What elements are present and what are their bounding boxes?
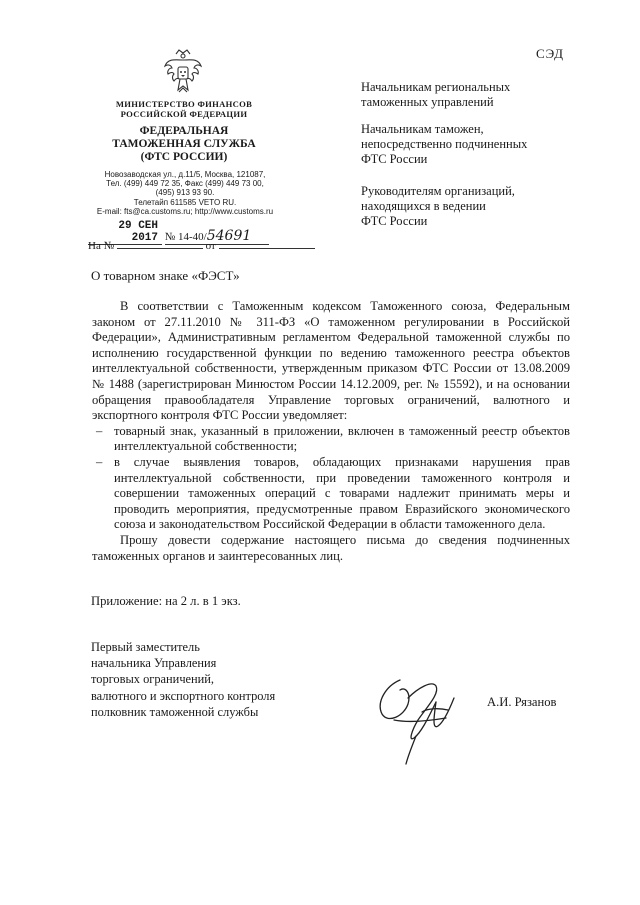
addressee-line: ФТС России — [361, 152, 428, 166]
address-line3: (495) 913 93 90. — [155, 188, 215, 198]
body-paragraph-2: Прошу довести содержание настоящего письма до сведения подчиненных таможенных органов и заинтересованных лиц. — [92, 532, 570, 563]
ministry-line1: МИНИСТЕРСТВО ФИНАНСОВ — [115, 99, 253, 109]
letter-body — [92, 299, 570, 564]
reply-label: На № — [88, 240, 115, 252]
bullet-text: в случае выявления товаров, обладающих признаками нарушения прав интеллектуальной собственности, при проведении таможенного контроля и совершении таможенных операций с товарами надлежит принимать меры и проводить мероприятия, предусмотренные правом Евразийского экономического союза и законодательством Российской Федерации в области таможенного дела. — [114, 454, 570, 532]
addressee-regional — [361, 80, 510, 110]
document-code: СЭД — [536, 46, 565, 61]
bullet-text: товарный знак, указанный в приложении, включен в таможенный реестр объектов интеллектуальной собственности; — [114, 423, 570, 454]
service-name — [96, 125, 272, 164]
service-line2: ТАМОЖЕННАЯ СЛУЖБА — [112, 138, 256, 150]
address-line2: Тел. (499) 449 72 35, Факс (499) 449 73 00, — [106, 179, 264, 189]
registration-number-prefix: № 14-40/ — [164, 231, 207, 243]
addressee-line: ФТС России — [361, 214, 428, 228]
address-line5: E-mail: fts@ca.customs.ru; http://www.customs.ru — [96, 206, 274, 216]
signatory-line: валютного и экспортного контроля — [91, 688, 276, 703]
addressee-line: Начальникам региональных — [361, 80, 511, 94]
registration-date: 29 СЕН 2017 — [88, 220, 162, 245]
ministry-name — [96, 99, 272, 119]
service-line3: (ФТС РОССИИ) — [140, 151, 228, 163]
sender-address — [90, 170, 280, 216]
signatory-line: начальника Управления — [91, 656, 217, 671]
reply-from-label: от — [205, 240, 216, 252]
signatory-line: Первый заместитель — [91, 640, 200, 654]
addressee-line: таможенных управлений — [361, 95, 494, 109]
signatory-name: А.И. Рязанов — [487, 695, 557, 709]
reply-reference-line — [88, 240, 315, 252]
attachment-note: Приложение: на 2 л. в 1 экз. — [91, 594, 241, 608]
registration-number-handwritten: 54691 — [206, 228, 252, 244]
service-line1: ФЕДЕРАЛЬНАЯ — [139, 125, 229, 137]
addressee-line: непосредственно подчиненных — [361, 137, 528, 151]
body-bullet-2 — [92, 455, 570, 533]
ministry-line2: РОССИЙСКОЙ ФЕДЕРАЦИИ — [120, 109, 248, 119]
addressee-organizations — [361, 184, 515, 229]
body-bullet-1 — [92, 424, 570, 455]
letter-subject: О товарном знаке «ФЭСТ» — [91, 268, 240, 283]
bullet-dash: – — [96, 423, 103, 438]
handwritten-signature — [356, 668, 476, 768]
addressee-customs — [361, 122, 527, 167]
address-line4: Телетайп 611585 VETO RU. — [133, 197, 237, 207]
address-line1: Новозаводская ул., д.11/5, Москва, 121087, — [104, 170, 266, 179]
reply-number-blank — [117, 248, 203, 249]
body-paragraph-1: В соответствии с Таможенным кодексом Таможенного союза, Федеральным законом от 27.11.2010 № 311-ФЗ «О таможенном регулировании в Российской Федерации», Административным регламентом Федеральной таможенной службы по исполнению государственной функции по ведению таможенного реестра объектов интеллектуальной собственности, утвержденным приказом ФТС России от 13.08.2009 № 1488 (зарегистрирован Минюстом России 14.12.2009, рег. № 15592), и на основании обращения правообладателя Управление торговых ограничений, валютного и экспортного контроля ФТС России уведомляет: — [92, 299, 570, 423]
addressee-line: находящихся в ведении — [361, 199, 486, 213]
addressee-line: Начальникам таможен, — [361, 122, 484, 136]
bullet-dash: – — [96, 454, 103, 469]
reply-date-blank — [219, 248, 315, 249]
signatory-line: торговых ограничений, — [91, 672, 215, 687]
signatory-title — [91, 639, 275, 720]
addressee-line: Руководителям организаций, — [361, 184, 515, 198]
coat-of-arms-icon — [162, 48, 204, 96]
signatory-line: полковник таможенной службы — [91, 704, 259, 719]
